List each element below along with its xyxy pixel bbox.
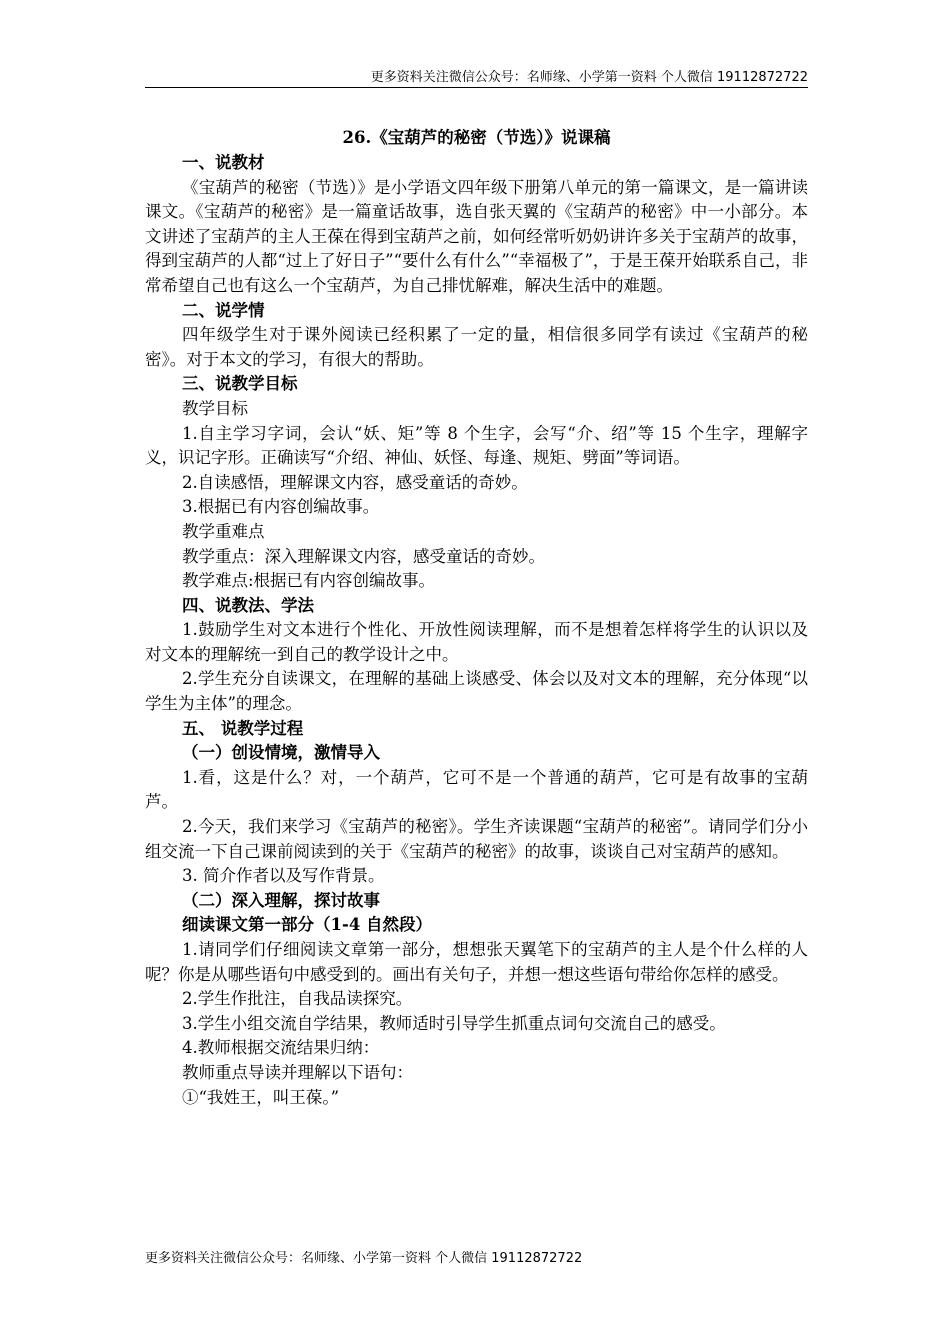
section-heading: 三、说教学目标 (182, 374, 298, 394)
paragraph: 3.根据已有内容创编故事。 (182, 497, 380, 517)
paragraph: 《宝葫芦的秘密（节选）》是小学语文四年级下册第八单元的第一篇课文，是一篇讲读课文。《宝葫芦的秘密》是一篇童话故事，选自张天翼的《宝葫芦的秘密》中一小部分。本文讲述了宝葫芦的主人王葆在得到宝葫芦之前，如何经常听奶奶讲许多关于宝葫芦的故事，得到宝葫芦的人都“过上了好日子”“要什么有什么”“幸福极了”，于是王葆开始联系自己，非常希望自己也有这么一个宝葫芦，为自己排忧解难，解决生活中的难题。 (145, 177, 808, 295)
paragraph: 1.看，这是什么？对，一个葫芦，它可不是一个普通的葫芦，它可是有故事的宝葫芦。 (145, 767, 808, 812)
paragraph: 2.学生作批注，自我品读探究。 (182, 989, 413, 1009)
paragraph: 2.自读感悟，理解课文内容，感受童话的奇妙。 (182, 472, 528, 492)
paragraph: 教师重点导读并理解以下语句： (182, 1062, 413, 1082)
section-heading: 细读课文第一部分（1-4 自然段） (182, 915, 433, 935)
paragraph: ①“我姓王，叫王葆。” (182, 1087, 340, 1107)
paragraph: 教学重难点 (182, 521, 265, 541)
paragraph: 2.学生充分自读课文，在理解的基础上谈感受、体会以及对文本的理解，充分体现“以学生为主体”的理念。 (145, 669, 808, 714)
paragraph: 1.鼓励学生对文本进行个性化、开放性阅读理解，而不是想着怎样将学生的认识以及对文本的理解统一到自己的教学设计之中。 (145, 620, 808, 664)
document-body (145, 124, 808, 1110)
section-heading: （一）创设情境，激情导入 (182, 743, 380, 763)
paragraph: 四年级学生对于课外阅读已经积累了一定的量，相信很多同学有读过《宝葫芦的秘密》。对于本文的学习，有很大的帮助。 (145, 325, 808, 369)
paragraph: 4.教师根据交流结果归纳： (182, 1038, 380, 1058)
paragraph: 3.学生小组交流自学结果，教师适时引导学生抓重点词句交流自己的感受。 (182, 1013, 726, 1033)
section-heading: 二、说学情 (182, 300, 265, 320)
section-heading: （二）深入理解，探讨故事 (182, 890, 380, 910)
section-heading: 一、说教材 (182, 153, 265, 172)
page-footer: 更多资料关注微信公众号：名师缘、小学第一资料 个人微信 19112872722 (145, 1251, 583, 1266)
paragraph: 教学难点:根据已有内容创编故事。 (182, 571, 436, 591)
paragraph: 教学目标 (182, 398, 248, 418)
header-divider (145, 87, 808, 88)
document-title: 26.《宝葫芦的秘密（节选）》说课稿 (342, 128, 611, 147)
page-header: 更多资料关注微信公众号：名师缘、小学第一资料 个人微信 19112872722 (370, 70, 808, 85)
section-heading: 五、 说教学过程 (182, 718, 304, 738)
paragraph: 2.今天，我们来学习《宝葫芦的秘密》。学生齐读课题“宝葫芦的秘密”。请同学们分小组交流一下自己课前阅读到的关于《宝葫芦的秘密》的故事，谈谈自己对宝葫芦的感知。 (145, 817, 808, 861)
paragraph: 1.请同学们仔细阅读文章第一部分，想想张天翼笔下的宝葫芦的主人是个什么样的人呢？你是从哪些语句中感受到的。画出有关句子，并想一想这些语句带给你怎样的感受。 (145, 940, 808, 984)
section-heading: 四、说教法、学法 (182, 595, 314, 615)
paragraph: 1.自主学习字词，会认“妖、矩”等 8 个生字，会写“介、绍”等 15 个生字，理解字义，识记字形。正确读写“介绍、神仙、妖怪、每逢、规矩、劈面”等词语。 (145, 423, 808, 468)
paragraph: 教学重点：深入理解课文内容，感受童话的奇妙。 (182, 546, 545, 566)
paragraph-list (145, 151, 808, 1110)
paragraph: 3. 简介作者以及写作背景。 (182, 866, 385, 886)
